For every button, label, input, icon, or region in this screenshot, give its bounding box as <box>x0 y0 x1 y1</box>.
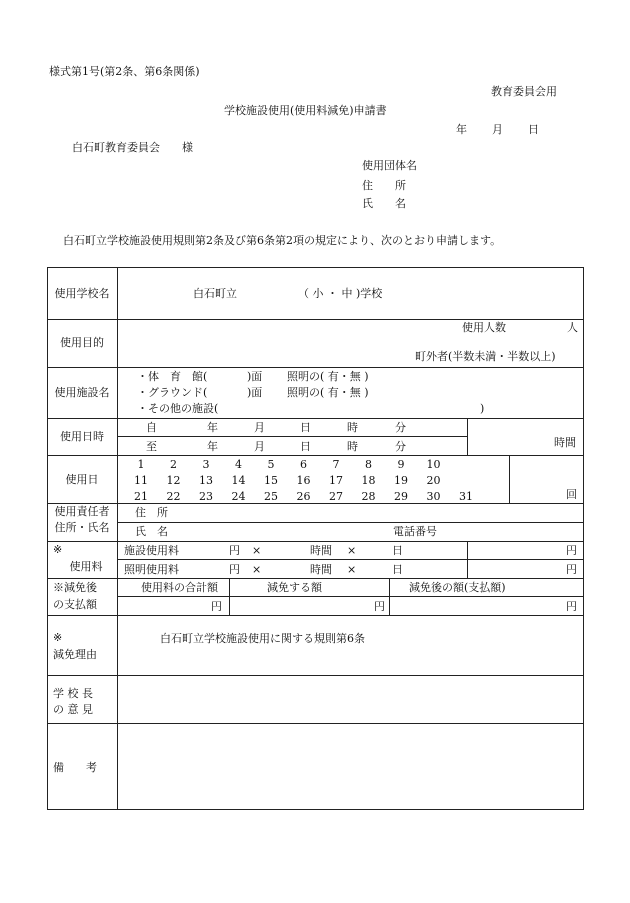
application-statement: 白石町立学校施設使用規則第2条及び第6条第2項の規定により、次のとおり申請します。 <box>63 234 502 247</box>
light-fee-times-2: × <box>347 563 357 576</box>
addressee: 白石町教育委員会 様 <box>72 141 193 154</box>
total-fee-label: 使用料の合計額 <box>141 581 218 594</box>
to-year: 年 <box>207 440 218 453</box>
from-year: 年 <box>207 421 218 434</box>
day-number: 10 <box>426 458 441 471</box>
day-number: 24 <box>231 490 246 503</box>
other-facility-close: ) <box>480 402 485 415</box>
other-facility: ・その他の施設( <box>137 402 219 415</box>
day-number: 31 <box>459 490 473 503</box>
day-number: 14 <box>231 474 246 487</box>
to-minute: 分 <box>395 440 406 453</box>
hours-unit: 時間 <box>554 436 576 449</box>
day-number: 5 <box>267 458 275 471</box>
light-fee-total-yen: 円 <box>566 563 577 576</box>
day-number: 3 <box>202 458 210 471</box>
day-number: 26 <box>296 490 311 503</box>
day-number: 16 <box>296 474 311 487</box>
facility-fee-total-yen: 円 <box>566 544 577 557</box>
reduced-label-2: の支払額 <box>53 598 97 611</box>
light-fee-label: 照明使用料 <box>124 563 179 576</box>
reduced-label-1: ※減免後 <box>53 581 97 594</box>
day-number: 7 <box>332 458 340 471</box>
to-day: 日 <box>300 440 311 453</box>
light-fee-yen: 円 <box>229 563 240 576</box>
to-month: 月 <box>254 440 265 453</box>
day-number: 11 <box>134 474 148 487</box>
purpose-label: 使用目的 <box>60 336 104 349</box>
applicant-name-label: 氏 名 <box>362 197 406 210</box>
facility-fee-times-2: × <box>347 544 357 557</box>
from-month: 月 <box>254 421 265 434</box>
responsible-name-label: 氏 名 <box>135 525 168 538</box>
phone-label: 電話番号 <box>393 525 437 538</box>
form-number: 様式第1号(第2条、第6条関係) <box>49 65 200 78</box>
day-number: 17 <box>329 474 343 487</box>
day-number: 9 <box>397 458 405 471</box>
ground-faces: )面 <box>247 386 263 399</box>
document-title: 学校施設使用(使用料減免)申請書 <box>224 104 387 117</box>
fee-label: 使用料 <box>69 560 103 573</box>
day-number: 8 <box>365 458 372 471</box>
responsible-label-1: 使用責任者 <box>54 505 110 518</box>
applicant-address-label: 住 所 <box>362 179 406 192</box>
day-number: 12 <box>166 474 181 487</box>
light-fee-hours: 時間 <box>310 563 332 576</box>
after-reduction-label: 減免後の額(支払額) <box>409 581 506 594</box>
day-number: 2 <box>170 458 177 471</box>
from-hour: 時 <box>347 421 358 434</box>
day-number: 25 <box>264 490 278 503</box>
day-number: 22 <box>166 490 181 503</box>
facility-fee-days: 日 <box>392 544 403 557</box>
day-number: 6 <box>300 458 307 471</box>
after-reduction-yen: 円 <box>566 600 577 613</box>
day-number: 23 <box>199 490 213 503</box>
ground-lighting: 照明の( 有・無 ) <box>287 386 369 399</box>
datetime-from: 自 <box>146 421 157 434</box>
count-unit: 回 <box>566 488 577 501</box>
exempt-amount-label: 減免する額 <box>267 581 322 594</box>
gym-lighting: 照明の( 有・無 ) <box>287 370 369 383</box>
school-town-prefix: 白石町立 <box>193 287 237 300</box>
people-count-label: 使用人数 <box>462 321 506 334</box>
gym-name: ・体 育 館( <box>137 370 208 383</box>
applicant-group-label: 使用団体名 <box>362 159 417 172</box>
days-label: 使用日 <box>65 473 99 486</box>
exempt-amount-yen: 円 <box>374 600 385 613</box>
light-fee-times: × <box>252 563 262 576</box>
day-number: 13 <box>199 474 213 487</box>
facility-fee-label: 施設使用料 <box>124 544 179 557</box>
from-minute: 分 <box>395 421 406 434</box>
day-number: 19 <box>394 474 408 487</box>
reason-label: 減免理由 <box>53 648 97 661</box>
ground-name: ・グラウンド( <box>137 386 208 399</box>
day-number: 21 <box>134 490 148 503</box>
fee-mark: ※ <box>53 543 63 556</box>
to-hour: 時 <box>347 440 358 453</box>
principal-label-1: 学 校 長 <box>53 687 93 700</box>
datetime-to: 至 <box>146 440 157 453</box>
principal-label-2: の 意 見 <box>53 703 93 716</box>
day-number: 4 <box>235 458 242 471</box>
school-type: （ 小 ・ 中 )学校 <box>298 287 383 300</box>
reason-mark: ※ <box>53 631 63 644</box>
day-number: 20 <box>426 474 441 487</box>
date-day-label: 日 <box>528 123 539 136</box>
day-number: 15 <box>264 474 278 487</box>
day-number: 27 <box>329 490 343 503</box>
facility-fee-hours: 時間 <box>310 544 332 557</box>
school-label: 使用学校名 <box>54 287 110 300</box>
people-unit: 人 <box>567 321 578 334</box>
datetime-label: 使用日時 <box>60 430 104 443</box>
reason-text: 白石町立学校施設使用に関する規則第6条 <box>160 632 365 645</box>
remarks-label: 備 考 <box>53 761 97 774</box>
from-day: 日 <box>300 421 311 434</box>
gym-faces: )面 <box>247 370 263 383</box>
day-number: 30 <box>426 490 441 503</box>
facility-fee-times: × <box>252 544 262 557</box>
total-fee-yen: 円 <box>211 600 222 613</box>
responsible-label-2: 住所・氏名 <box>54 521 110 534</box>
date-year-label: 年 <box>456 123 467 136</box>
day-number: 1 <box>137 458 145 471</box>
responsible-address-label: 住 所 <box>135 506 168 519</box>
day-number: 29 <box>394 490 408 503</box>
facility-label: 使用施設名 <box>54 386 110 399</box>
facility-fee-yen: 円 <box>229 544 240 557</box>
outside-residents-label: 町外者(半数未満・半数以上) <box>415 350 556 363</box>
usage-note: 教育委員会用 <box>491 85 557 98</box>
date-month-label: 月 <box>492 123 503 136</box>
day-number: 18 <box>361 474 376 487</box>
day-number: 28 <box>361 490 376 503</box>
light-fee-days: 日 <box>392 563 403 576</box>
